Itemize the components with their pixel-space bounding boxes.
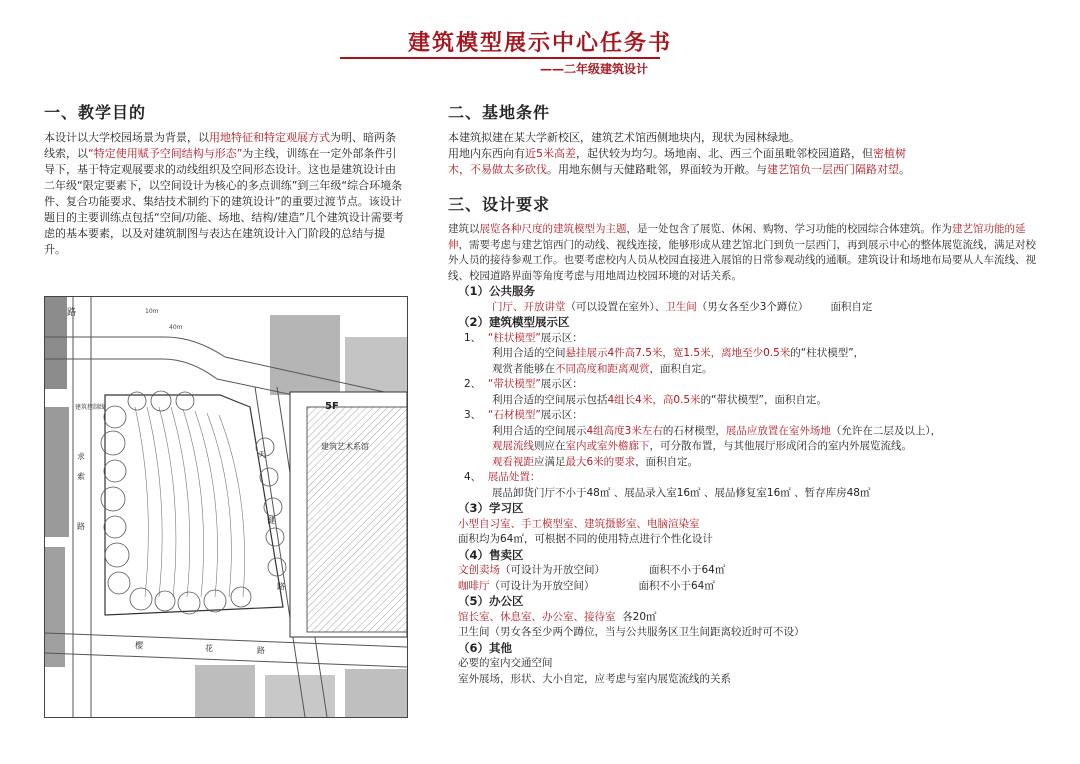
req-office-toilet: 卫生间（男女各至少两个蹲位，当与公共服务区卫生间距离较近时可不设）	[458, 626, 805, 638]
req-text: （允许在二层及以上），	[830, 424, 942, 437]
section2-text	[448, 130, 1038, 178]
section2-text-part: 。	[899, 163, 910, 176]
map-road-label: 天	[258, 450, 266, 459]
req-highlight: 展品处置：	[487, 471, 541, 483]
req-text: 则应在	[534, 440, 566, 452]
req-exhibit-2-title	[448, 377, 1038, 393]
section2-highlight: 近5米高差	[525, 147, 576, 160]
building-block	[345, 337, 407, 397]
map-road-label: 樱	[135, 641, 143, 650]
map-road-label: 索	[77, 472, 85, 481]
req-text: 应满足	[534, 455, 566, 468]
intro-text: ，需要考虑与建艺馆西门的动线、视线连接，能够形成从建艺馆北门到负一层西门，再到展示中心的整体展览流线，满足对校外人员的接待参观工作。也要考虑校内人员从校园直接进入展馆的日常参观动线的通顺。建筑设计和场地布局要从人车流线、视线、校园道路界面等角度考虑与用地周边校园环境的对话关系。	[448, 238, 1036, 282]
req-highlight: 悬挂展示4件高7.5米，宽1.5米，离地至少0.5米	[565, 347, 791, 359]
req-highlight: 门厅、开放讲堂	[492, 300, 566, 313]
title-underline	[340, 57, 660, 59]
road-edge	[45, 653, 407, 667]
req-exhibit-3-detail	[448, 424, 1038, 440]
req-text: ，面积自定。	[649, 362, 713, 375]
art-building-hatch	[307, 407, 407, 632]
section1-heading: 一、教学目的	[44, 103, 147, 122]
req-exhibit-1-title	[448, 331, 1038, 347]
req-other-heading: （6）其他	[458, 640, 513, 655]
map-scale-label: 40m	[169, 324, 183, 331]
req-text: 面积不小于64㎡	[649, 564, 726, 576]
section3-heading: 三、设计要求	[448, 195, 551, 214]
req-retail-heading: （4）售卖区	[458, 547, 524, 562]
req-text: 面积自定	[830, 300, 873, 313]
req-highlight: 小型自习室、手工模型室、建筑摄影室、电脑渲染室	[458, 517, 700, 530]
map-road-label: 路	[77, 522, 85, 531]
section2-highlight: 密植树	[873, 147, 906, 160]
req-text: 3、	[464, 409, 482, 421]
req-text: ，可分散布置，与其他展厅形成闭合的室内外展览流线。	[649, 440, 912, 452]
req-highlight: 最大6米的要求	[565, 455, 636, 468]
building-block	[45, 407, 69, 537]
map-control-line-label: 建筑控制线	[75, 404, 106, 411]
intro-highlight: 展览各种尺度的建筑模型为主题	[479, 223, 627, 235]
req-text: 的“柱状模型”，	[790, 347, 865, 359]
section1-text-part: 本设计以大学校园场景为背景，以	[44, 131, 209, 144]
req-text: （可设计为开放空间）	[489, 579, 595, 592]
map-floor-count: 5F	[325, 401, 339, 412]
req-study-rooms	[448, 517, 1038, 533]
req-text: 观赏者能够在	[492, 362, 555, 375]
req-office-heading: （5）办公区	[458, 594, 524, 608]
section1-highlight: 用地特征和特定观展方式	[209, 131, 330, 144]
map-road-label: 路	[257, 646, 265, 655]
req-highlight: “带状模型”	[487, 378, 541, 390]
req-exhibit-3-detail	[448, 439, 1038, 455]
map-scale-label: 10m	[145, 308, 159, 315]
req-other-item: 室外展场，形状、大小自定，应考虑与室内展览流线的关系	[458, 672, 731, 685]
section2-line: 本建筑拟建在某大学新校区，建筑艺术馆西侧地块内，现状为园林绿地。	[448, 131, 800, 144]
building-block	[345, 669, 407, 717]
req-highlight: 室内或室外檐廊下	[565, 440, 650, 452]
req-text: 利用合适的空间	[492, 347, 566, 359]
tree-canopies	[101, 391, 286, 614]
req-text: 的“带状模型”，面积自定。	[700, 393, 827, 406]
req-highlight: 卫生间	[665, 300, 697, 313]
map-road-label: 路	[277, 582, 285, 591]
req-text: 的石材模型，	[662, 424, 726, 437]
section2-highlight: 木，不易做太多砍伐	[448, 163, 547, 176]
req-study-area: 面积均为64㎡，可根据不同的使用特点进行个性化设计	[458, 533, 713, 545]
req-public-service-detail	[448, 300, 1038, 316]
req-text: 各20㎡	[622, 610, 657, 623]
req-exhibit-1-detail	[448, 362, 1038, 378]
req-text: （可以设置在室外）、	[565, 300, 666, 313]
req-exhibit-3-detail	[448, 455, 1038, 471]
map-road-label: 花	[205, 644, 213, 653]
req-text: （可设计为开放空间）	[500, 564, 605, 576]
section1-text	[44, 130, 404, 258]
req-text: 利用合适的空间展示	[492, 424, 587, 437]
req-text: 展示区：	[540, 331, 583, 344]
req-text: 展示区：	[540, 409, 583, 421]
req-text: （男女各至少3个蹲位）	[696, 300, 809, 313]
req-text: 展示区：	[540, 378, 583, 390]
contour-lines	[135, 407, 245, 597]
req-text: 1、	[464, 331, 482, 344]
map-road-label: 健	[267, 516, 275, 525]
req-text: 4、	[464, 471, 482, 483]
req-retail-item	[448, 563, 1038, 579]
intro-highlight: 建艺馆功能的延伸	[448, 223, 1026, 251]
req-exhibition-heading: （2）建筑模型展示区	[458, 315, 570, 329]
req-highlight: 展品应放置在室外场地	[725, 424, 831, 437]
req-highlight: 观看视距	[492, 455, 534, 468]
section2-text-part: 。用地东侧与天健路毗邻，界面较为开敞。与	[547, 163, 767, 176]
section2-highlight: 建艺馆负一层西门隔路对望	[767, 163, 899, 176]
req-text: 面积不小于64㎡	[638, 579, 715, 592]
site-boundary	[105, 395, 283, 615]
section1-text-part: 为主线，训练在一定外部条件引导下，基于特定观展要求的动线组织及空间形态设计。这也是建筑设计由二年级“限定要素下，以空间设计为核心的多点训练”到三年级“综合环境条件、复合功能要求、集结技术制约下的建筑设计”的重要过渡节点。该设计题目的主要训练点包括“空间/功能、场地、结构/建造”几个建筑设计需要考虑的基本要素，以及对建筑制图与表达在建筑设计入门阶段的总结与提升。	[44, 147, 404, 256]
intro-text: ，是一处包含了展览、休闲、购物、学习功能的校园综合体建筑。作为	[626, 223, 952, 235]
requirements-intro	[448, 222, 1038, 284]
intro-text: 建筑以	[448, 223, 480, 235]
building-block	[45, 297, 67, 389]
req-highlight: 观展流线	[492, 440, 534, 452]
building-block	[195, 665, 255, 717]
section2-text-part: 用地内东西向有	[448, 147, 525, 160]
site-plan-drawing	[45, 297, 407, 717]
section1-text-part: 为明、暗两条线索，以	[44, 131, 396, 160]
req-text: ，面积自定。	[635, 455, 699, 468]
req-exhibit-4-detail: 展品卸货门厅不小于48㎡ 、展品录入室16㎡ 、展品修复室16㎡ 、暂存库房48㎡	[492, 486, 871, 499]
map-building-label: 建筑艺术系馆	[321, 442, 369, 451]
map-road-label: 求	[77, 452, 85, 461]
req-highlight: “柱状模型”	[487, 331, 541, 344]
req-text: 2、	[464, 378, 482, 390]
section2-heading: 二、基地条件	[448, 103, 551, 122]
req-highlight: 4组长4米，高0.5米	[607, 393, 701, 406]
req-exhibit-4-title	[448, 470, 1038, 486]
req-highlight: 4组高度3米左右	[586, 424, 663, 437]
site-plan-map	[44, 296, 408, 718]
req-exhibit-2-detail	[448, 393, 1038, 409]
document-subtitle: ——二年级建筑设计	[540, 62, 649, 76]
building-block	[45, 547, 65, 667]
req-text: 利用合适的空间展示包括	[492, 393, 608, 406]
req-highlight: 文创卖场	[458, 564, 500, 576]
req-office-rooms	[448, 610, 1038, 626]
design-requirements	[448, 222, 1038, 687]
building-block	[270, 315, 340, 395]
req-retail-item	[448, 579, 1038, 595]
document-title: 建筑模型展示中心任务书	[407, 31, 672, 56]
req-public-service-heading: （1）公共服务	[458, 284, 536, 298]
req-exhibit-1-detail	[448, 346, 1038, 362]
req-exhibit-3-title	[448, 408, 1038, 424]
map-road-label: 路	[67, 308, 77, 318]
req-highlight: 咖啡厅	[458, 579, 490, 592]
req-study-heading: （3）学习区	[458, 501, 524, 515]
req-highlight: 馆长室、休息室、办公室、接待室	[458, 610, 616, 623]
req-other-item: 必要的室内交通空间	[458, 657, 553, 669]
req-highlight: 不同高度和距离观赏	[555, 362, 650, 375]
section2-text-part: ，起伏较为均匀。场地南、北、西三个面虽毗邻校园道路，但	[576, 147, 873, 160]
section1-highlight: “特定使用赋予空间结构与形态”	[88, 147, 243, 160]
req-highlight: “石材模型”	[487, 409, 541, 421]
